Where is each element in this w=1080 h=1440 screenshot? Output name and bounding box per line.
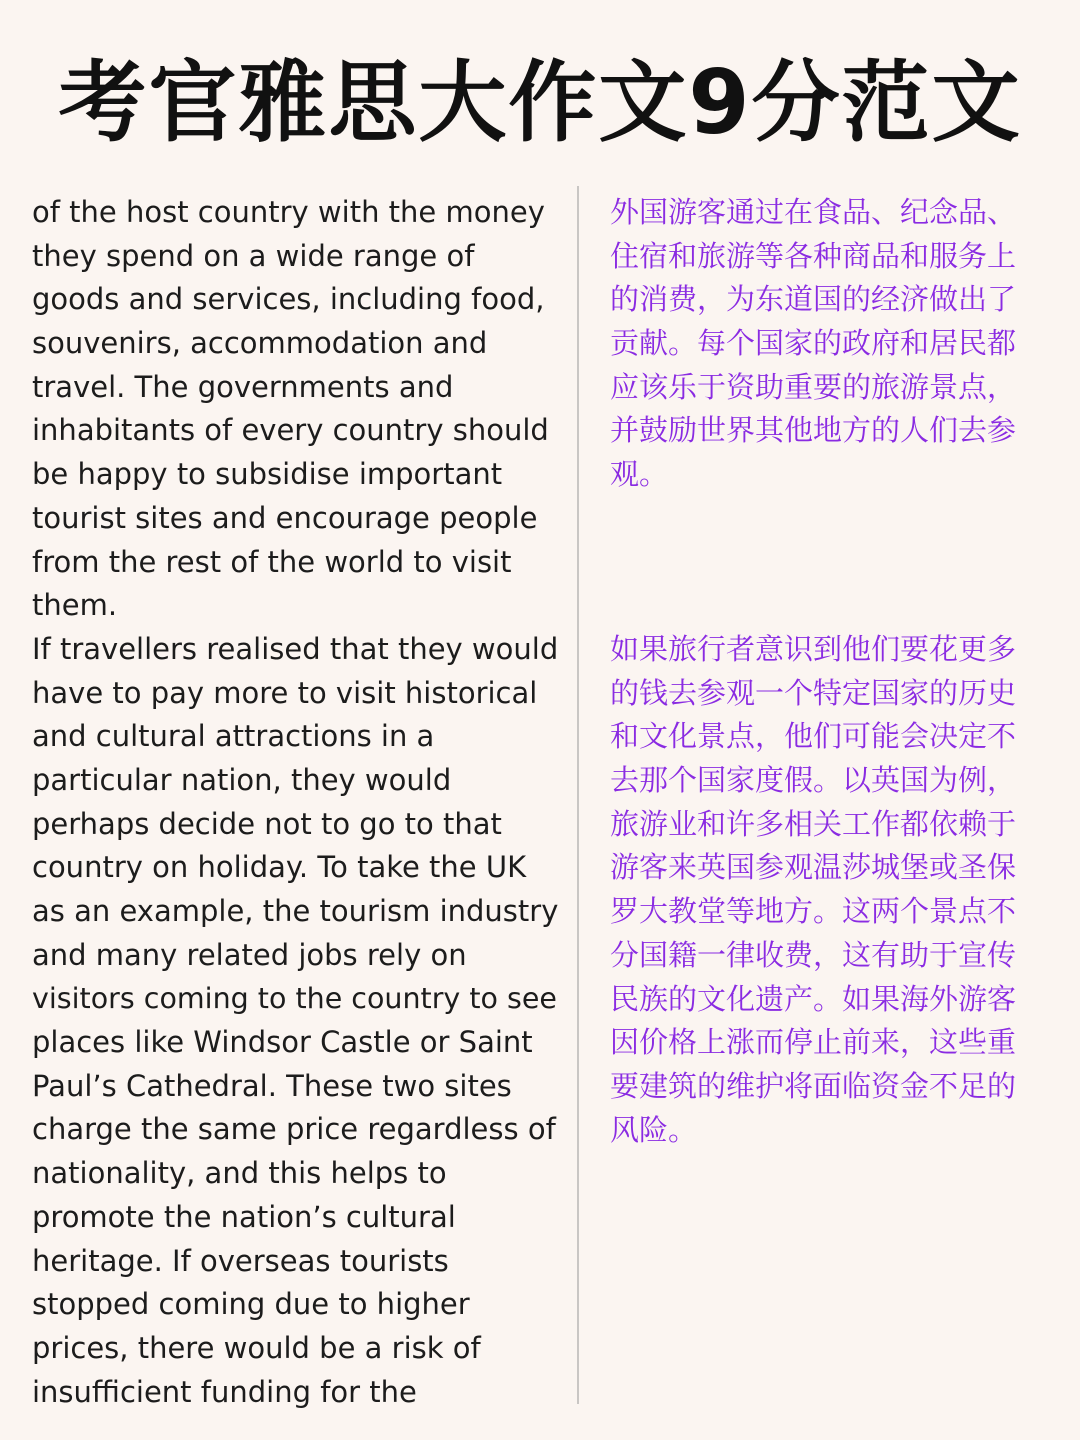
chinese-paragraph-2 xyxy=(610,628,1055,1152)
english-line: be happy to subsidise important xyxy=(32,457,503,492)
page-title: 考官雅思大作文9分范文 xyxy=(58,51,1022,154)
chinese-line: 罗大教堂等地方。这两个景点不 xyxy=(610,894,1017,929)
chinese-line: 去那个国家度假。以英国为例， xyxy=(610,763,1017,798)
chinese-line: 民族的文化遗产。如果海外游客 xyxy=(610,981,1017,1016)
chinese-line: 贡献。每个国家的政府和居民都 xyxy=(610,326,1017,361)
chinese-line: 和文化景点，他们可能会决定不 xyxy=(610,719,1017,754)
chinese-line: 游客来英国参观温莎城堡或圣保 xyxy=(610,850,1017,885)
english-line: country on holiday. To take the UK xyxy=(32,850,527,885)
chinese-line: 如果旅行者意识到他们要花更多 xyxy=(610,632,1017,666)
english-line: visitors coming to the country to see xyxy=(32,982,557,1016)
english-line: goods and services, including food, xyxy=(32,282,545,317)
english-line: insufficient funding for the xyxy=(32,1374,417,1409)
english-line: heritage. If overseas tourists xyxy=(32,1243,449,1278)
english-line: travel. The governments and xyxy=(32,369,454,404)
english-line: nationality, and this helps to xyxy=(32,1156,447,1191)
chinese-line: 要建筑的维护将面临资金不足的 xyxy=(610,1068,1017,1103)
english-line: have to pay more to visit historical xyxy=(32,675,538,710)
english-line: and cultural attractions in a xyxy=(32,719,435,754)
chinese-line: 应该乐于资助重要的旅游景点， xyxy=(610,369,1017,404)
english-line: charge the same price regardless of xyxy=(32,1112,556,1147)
chinese-line: 的钱去参观一个特定国家的历史 xyxy=(610,675,1017,710)
chinese-line: 外国游客通过在食品、纪念品、 xyxy=(610,195,1017,229)
english-line: places like Windsor Castle or Saint xyxy=(32,1025,533,1060)
english-line: they spend on a wide range of xyxy=(32,238,475,273)
english-line: souvenirs, accommodation and xyxy=(32,326,488,361)
chinese-line: 因价格上涨而停止前来，这些重 xyxy=(610,1025,1017,1060)
chinese-line: 分国籍一律收费，这有助于宣传 xyxy=(610,937,1017,972)
chinese-paragraph-1 xyxy=(610,191,1055,497)
english-line: of the host country with the money xyxy=(32,195,545,229)
column-divider xyxy=(577,186,579,1404)
english-line: prices, there would be a risk of xyxy=(32,1330,481,1365)
chinese-line: 风险。 xyxy=(610,1112,698,1147)
chinese-line: 住宿和旅游等各种商品和服务上 xyxy=(610,238,1017,273)
english-line: tourist sites and encourage people xyxy=(32,500,538,535)
english-line: as an example, the tourism industry xyxy=(32,894,559,928)
english-line: them. xyxy=(32,588,118,623)
chinese-line: 的消费，为东道国的经济做出了 xyxy=(610,282,1017,317)
english-line: and many related jobs rely on xyxy=(32,937,467,972)
english-line: If travellers realised that they would xyxy=(32,631,559,666)
english-line: promote the nation’s cultural xyxy=(32,1199,456,1234)
chinese-line: 观。 xyxy=(610,457,669,492)
english-line: stopped coming due to higher xyxy=(32,1287,470,1322)
english-line: Paul’s Cathedral. These two sites xyxy=(32,1068,512,1103)
english-line: particular nation, they would xyxy=(32,762,452,797)
english-column xyxy=(32,191,562,1414)
chinese-line: 并鼓励世界其他地方的人们去参 xyxy=(610,413,1017,448)
chinese-line: 旅游业和许多相关工作都依赖于 xyxy=(610,806,1017,841)
english-line: inhabitants of every country should xyxy=(32,413,549,448)
english-line: perhaps decide not to go to that xyxy=(32,806,502,841)
english-line: from the rest of the world to visit xyxy=(32,544,512,579)
